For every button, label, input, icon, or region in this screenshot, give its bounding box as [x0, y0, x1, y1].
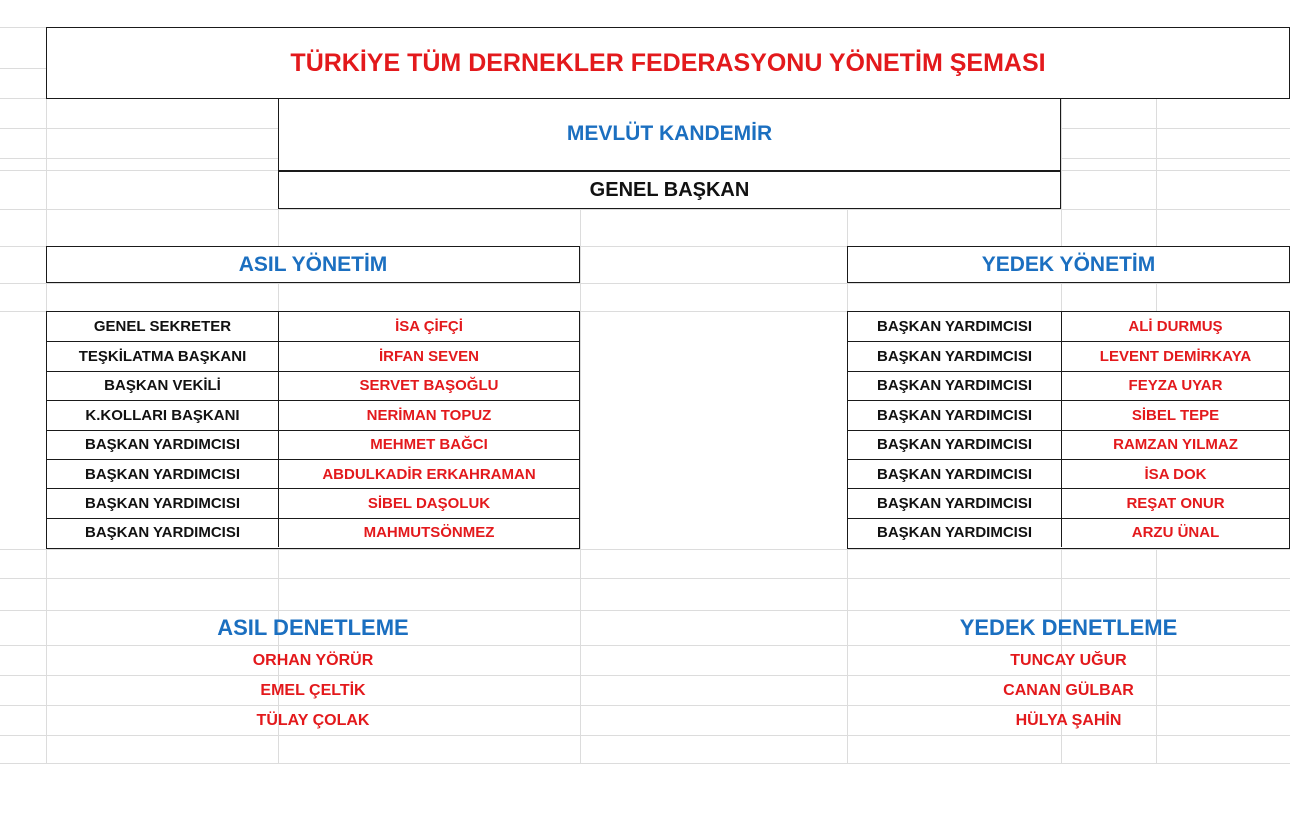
asil-yonetim-member-name: ABDULKADİR ERKAHRAMAN — [322, 465, 536, 483]
yedek-yonetim-member-name: REŞAT ONUR — [1126, 494, 1225, 512]
yedek-yonetim-member-name: ARZU ÜNAL — [1131, 524, 1220, 542]
yedek-yonetim-member-name: FEYZA UYAR — [1128, 377, 1223, 395]
gridline-horizontal — [0, 735, 1290, 736]
asil-yonetim-member-name: SERVET BAŞOĞLU — [359, 377, 499, 395]
asil-yonetim-row — [47, 341, 579, 370]
gridline-horizontal — [0, 763, 1290, 764]
yedek-yonetim-role: BAŞKAN YARDIMCISI — [848, 342, 1062, 370]
yedek-denetleme-name: TUNCAY UĞUR — [1010, 651, 1127, 669]
yedek-yonetim-role: BAŞKAN YARDIMCISI — [848, 431, 1062, 459]
asil-yonetim-role: BAŞKAN YARDIMCISI — [47, 460, 279, 488]
gridline-horizontal — [0, 610, 1290, 611]
yedek-yonetim-row — [848, 430, 1289, 459]
yedek-yonetim-role: BAŞKAN YARDIMCISI — [848, 519, 1062, 547]
yedek-yonetim-row — [848, 518, 1289, 547]
president-name: MEVLÜT KANDEMİR — [566, 122, 773, 145]
asil-yonetim-role: GENEL SEKRETER — [47, 312, 279, 341]
asil-yonetim-row — [47, 371, 579, 400]
gridline-horizontal — [0, 283, 1290, 284]
asil-yonetim-member-name: İSA ÇİFÇİ — [395, 318, 463, 336]
yedek-yonetim-heading: YEDEK YÖNETİM — [981, 252, 1156, 276]
yedek-yonetim-role: BAŞKAN YARDIMCISI — [848, 372, 1062, 400]
yedek-yonetim-member-name: İSA DOK — [1144, 465, 1207, 483]
yedek-yonetim-role: BAŞKAN YARDIMCISI — [848, 460, 1062, 488]
asil-yonetim-table — [46, 311, 580, 549]
yedek-denetleme-heading: YEDEK DENETLEME — [959, 615, 1178, 640]
gridline-horizontal — [0, 209, 1290, 210]
asil-yonetim-role: BAŞKAN YARDIMCISI — [47, 519, 279, 547]
asil-yonetim-member-name: MAHMUTSÖNMEZ — [363, 524, 495, 542]
yedek-yonetim-member-name: LEVENT DEMİRKAYA — [1099, 348, 1252, 366]
page-title: TÜRKİYE TÜM DERNEKLER FEDERASYONU YÖNETİM ŞEMASI — [290, 48, 1046, 77]
yedek-yonetim-member-name: ALİ DURMUŞ — [1128, 318, 1223, 336]
yedek-yonetim-member-name: SİBEL TEPE — [1131, 406, 1220, 424]
asil-denetleme-name: ORHAN YÖRÜR — [252, 651, 374, 669]
gridline-horizontal — [0, 549, 1290, 550]
yedek-yonetim-row — [848, 312, 1289, 341]
yedek-denetleme-name: CANAN GÜLBAR — [1003, 681, 1134, 699]
yedek-denetleme-name: HÜLYA ŞAHİN — [1015, 711, 1122, 729]
yedek-yonetim-role: BAŞKAN YARDIMCISI — [848, 401, 1062, 429]
asil-yonetim-role: BAŞKAN YARDIMCISI — [47, 489, 279, 517]
asil-yonetim-member-name: SİBEL DAŞOLUK — [367, 494, 491, 512]
yedek-yonetim-row — [848, 371, 1289, 400]
yedek-yonetim-row — [848, 400, 1289, 429]
asil-denetleme-heading: ASIL DENETLEME — [217, 615, 409, 640]
yedek-yonetim-table — [847, 311, 1290, 549]
asil-yonetim-row — [47, 430, 579, 459]
asil-yonetim-row — [47, 312, 579, 341]
president-role: GENEL BAŞKAN — [589, 178, 750, 201]
asil-yonetim-role: TEŞKİLATMA BAŞKANI — [47, 342, 279, 370]
asil-yonetim-row — [47, 400, 579, 429]
asil-denetleme-name: EMEL ÇELTİK — [260, 681, 366, 699]
asil-yonetim-member-name: MEHMET BAĞCI — [370, 436, 488, 454]
yedek-yonetim-role: BAŞKAN YARDIMCISI — [848, 489, 1062, 517]
yedek-yonetim-row — [848, 488, 1289, 517]
asil-denetleme-name: TÜLAY ÇOLAK — [256, 711, 370, 729]
yedek-yonetim-row — [848, 459, 1289, 488]
asil-yonetim-row — [47, 459, 579, 488]
asil-yonetim-row — [47, 488, 579, 517]
asil-yonetim-member-name: İRFAN SEVEN — [378, 348, 480, 366]
asil-yonetim-row — [47, 518, 579, 547]
asil-yonetim-role: BAŞKAN YARDIMCISI — [47, 431, 279, 459]
asil-yonetim-role: K.KOLLARI BAŞKANI — [47, 401, 279, 429]
yedek-yonetim-role: BAŞKAN YARDIMCISI — [848, 312, 1062, 341]
yedek-yonetim-row — [848, 341, 1289, 370]
asil-yonetim-heading: ASIL YÖNETİM — [238, 252, 388, 276]
asil-yonetim-role: BAŞKAN VEKİLİ — [47, 372, 279, 400]
yedek-yonetim-member-name: RAMZAN YILMAZ — [1113, 436, 1238, 454]
gridline-horizontal — [0, 578, 1290, 579]
asil-yonetim-member-name: NERİMAN TOPUZ — [366, 406, 492, 424]
